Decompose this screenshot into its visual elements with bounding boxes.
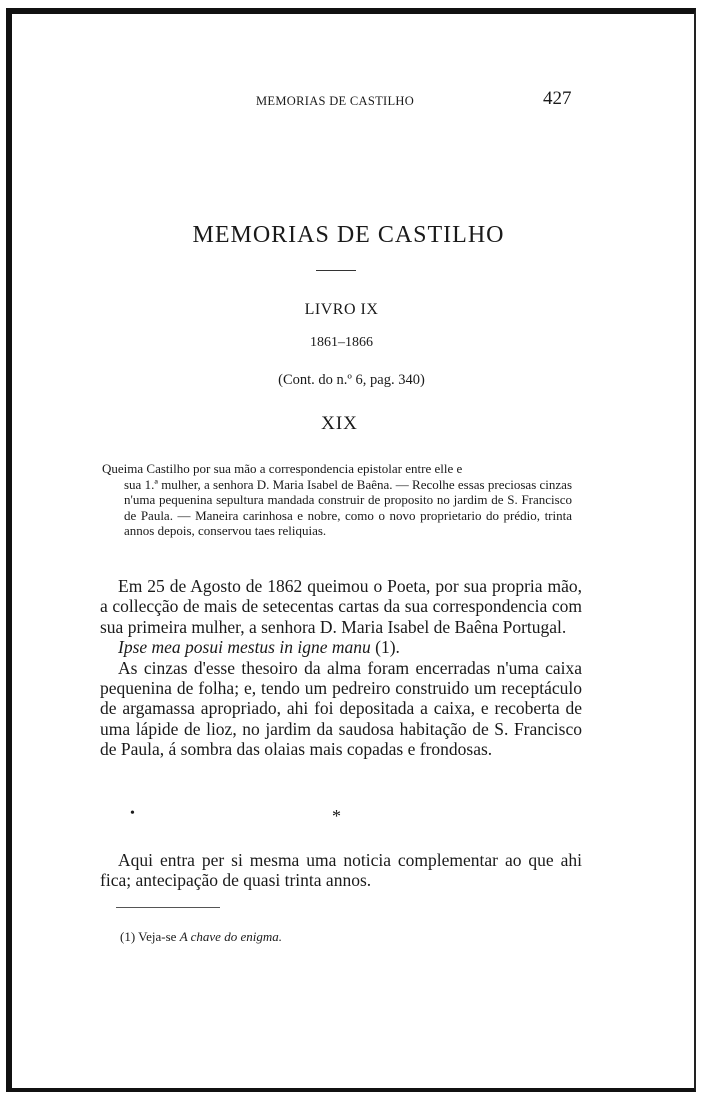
chapter-title: MEMORIAS DE CASTILHO	[192, 222, 505, 248]
paragraph-3: Aqui entra per si mesma uma noticia complementar ao que ahi fica; antecipação de quasi trinta annos.	[100, 850, 582, 891]
book-label: LIVRO IX	[304, 301, 379, 318]
running-head: MEMORIAS DE CASTILHO	[256, 94, 415, 108]
paragraph-1: Em 25 de Agosto de 1862 queimou o Poeta, por sua propria mão, a collecção de mais de setecentas cartas da sua correspondencia com sua primeira mulher, a senhora D. Maria Isabel de Baêna Portugal.	[100, 576, 582, 637]
summary-first-line: Queima Castilho por sua mão a correspondencia epistolar entre elle e	[102, 461, 463, 476]
footnote-ref: (1).	[375, 637, 400, 658]
chapter-summary	[102, 461, 572, 539]
year-range: 1861–1866	[310, 335, 373, 350]
chapter-number: XIX	[321, 413, 358, 434]
summary-continuation: sua 1.ª mulher, a senhora D. Maria Isabel de Baêna. — Recolhe essas preciosas cinzas n'uma pequenina sepultura mandada construir de proposito no jardim de S. Francisco de Paula. — Maneira carinhosa e nobre, como o novo proprietario do prédio, trinta annos depois, conservou taes reliquias.	[124, 476, 572, 539]
page-border	[6, 8, 696, 1092]
paragraph-3-container	[100, 850, 582, 891]
footnote-prefix: (1) Veja-se	[120, 929, 180, 944]
latin-quote-text: Ipse mea posui mestus in igne manu	[118, 637, 371, 658]
continuation-note: (Cont. do n.º 6, pag. 340)	[278, 372, 425, 388]
footnote	[120, 929, 282, 945]
footnote-divider	[116, 907, 220, 908]
page-number: 427	[543, 88, 572, 109]
separator-asterisk: *	[332, 806, 341, 826]
latin-quote	[100, 637, 582, 657]
footnote-title: A chave do enigma.	[179, 929, 282, 944]
title-divider	[316, 270, 356, 271]
paragraph-2: As cinzas d'esse thesoiro da alma foram encerradas n'uma caixa pequenina de folha; e, tendo um pedreiro construido um receptáculo de argamassa apropriado, ahi foi depositada a caixa, e recoberta de uma lápide de lioz, no jardim da saudosa habitação de S. Francisco de Paula, á sombra das olaias mais copadas e frondosas.	[100, 657, 582, 760]
body-text	[100, 576, 582, 760]
separator-dot: •	[130, 806, 135, 821]
